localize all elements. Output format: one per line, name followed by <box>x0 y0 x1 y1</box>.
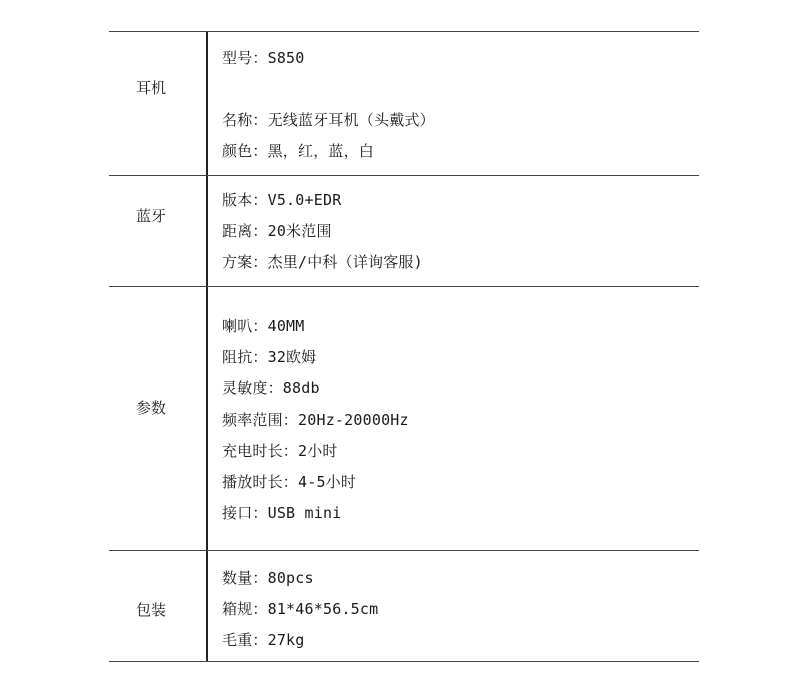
spec-line-sensitivity: 灵敏度：88db <box>222 379 320 397</box>
spec-line-model: 型号：S850 <box>222 49 305 67</box>
spec-line-name: 名称：无线蓝牙耳机（头戴式） <box>222 111 435 129</box>
spec-line-color: 颜色：黑，红，蓝，白 <box>222 142 375 160</box>
spec-line-port: 接口：USB mini <box>222 504 342 522</box>
spec-line-play-time: 播放时长：4-5小时 <box>222 473 357 491</box>
section-label-packaging: 包装 <box>135 601 166 619</box>
spec-line-solution: 方案：杰里/中科（详询客服) <box>222 253 423 271</box>
spec-line-gross-weight: 毛重：27kg <box>222 631 305 649</box>
section-label-earphone: 耳机 <box>135 79 166 97</box>
spec-line-charge-time: 充电时长：2小时 <box>222 442 338 460</box>
section-label-bluetooth: 蓝牙 <box>135 207 166 225</box>
section-label-parameters: 参数 <box>135 399 166 417</box>
spec-line-carton-size: 箱规：81*46*56.5cm <box>222 600 379 618</box>
section-parameters <box>109 287 699 551</box>
section-earphone <box>109 32 699 176</box>
section-packaging <box>109 551 699 662</box>
spec-line-speaker: 喇叭：40MM <box>222 317 305 335</box>
spec-line-range: 距离：20米范围 <box>222 222 332 240</box>
spec-table <box>109 31 699 662</box>
spec-line-version: 版本：V5.0+EDR <box>222 191 342 209</box>
section-bluetooth <box>109 176 699 287</box>
spec-line-impedance: 阻抗：32欧姆 <box>222 348 317 366</box>
spec-line-quantity: 数量：80pcs <box>222 569 314 587</box>
spec-line-frequency: 频率范围：20Hz-20000Hz <box>222 411 409 429</box>
